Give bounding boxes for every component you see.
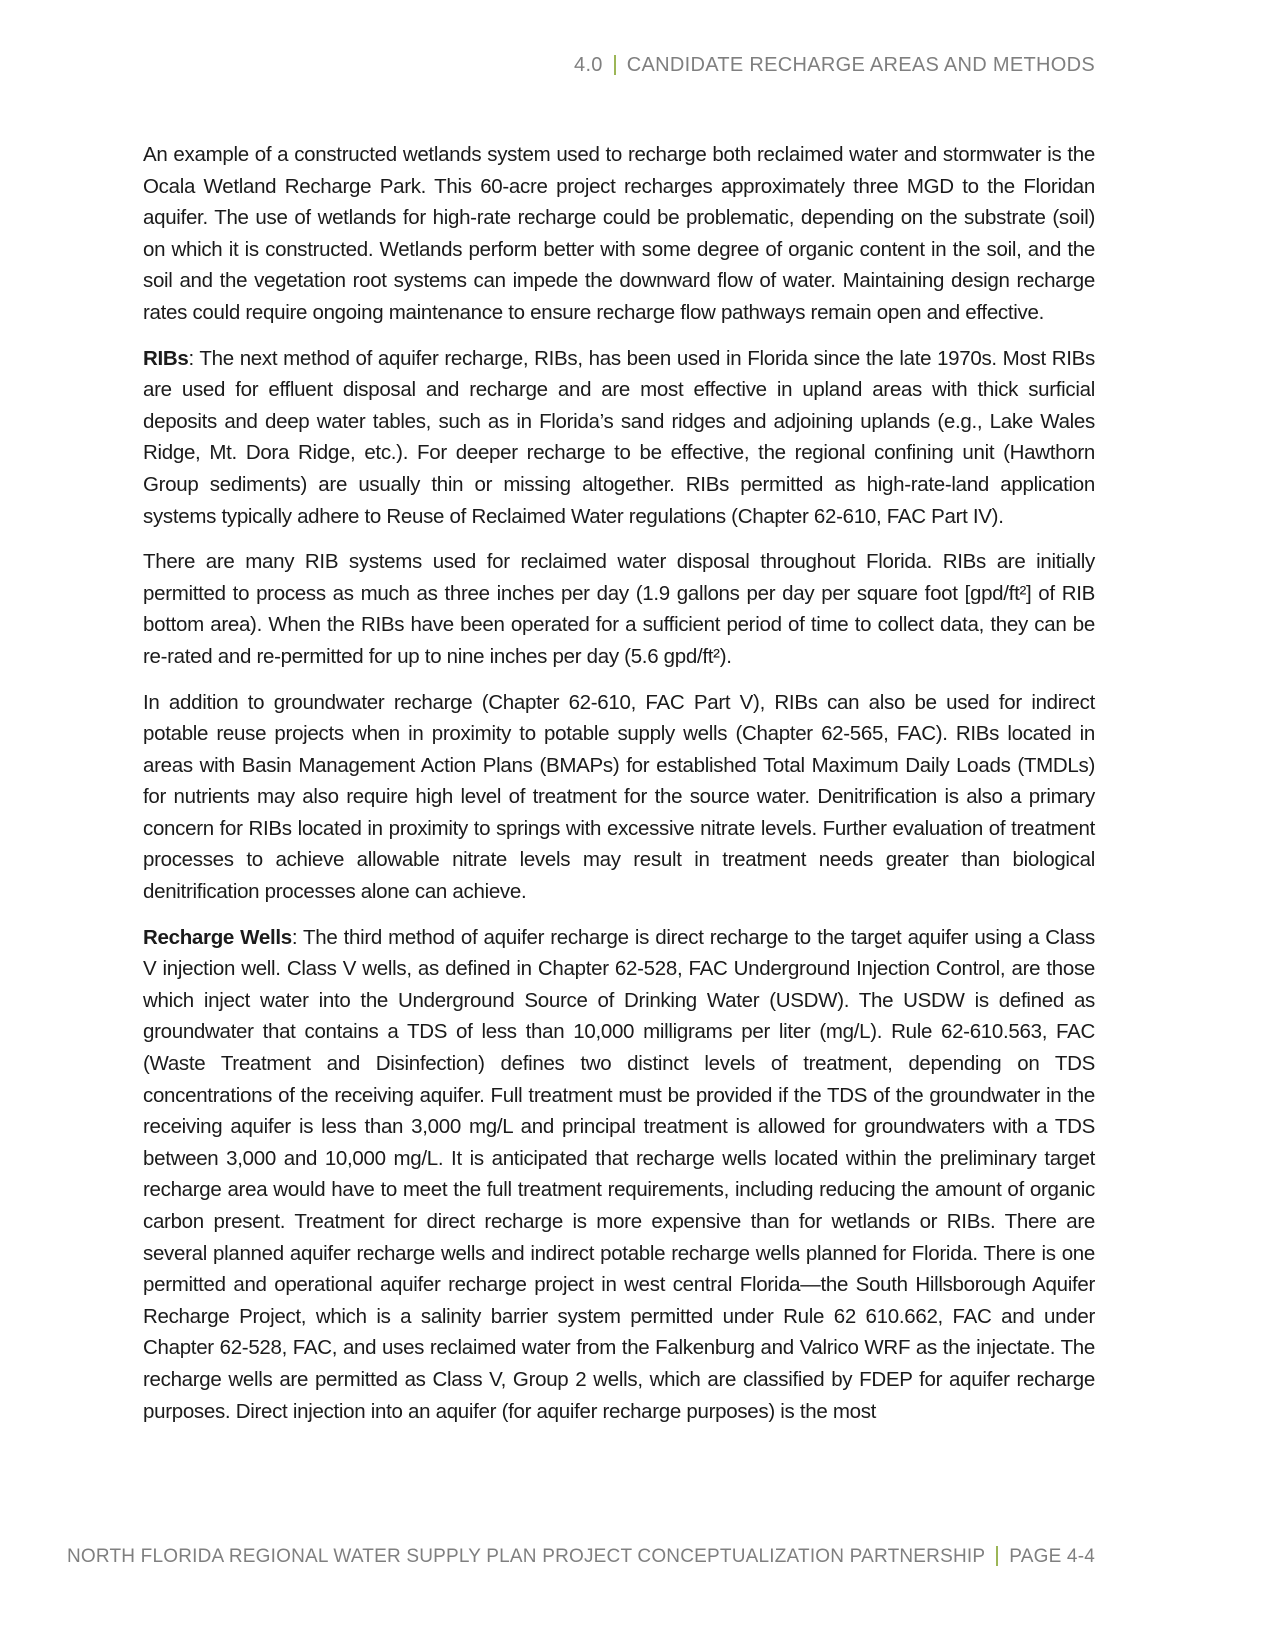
page-header: [574, 54, 1095, 77]
header-separator-bar: [614, 55, 616, 75]
paragraph-text: There are many RIB systems used for reclaimed water disposal throughout Florida. RIBs are initially permitted to process as much as three inches per day (1.9 gallons per day per square foot [gpd/ft²] of RIB bottom area). When the RIBs have been operated for a sufficient period of time to collect data, they can be re-rated and re-permitted for up to nine inches per day (5.6 gpd/ft²).: [143, 550, 1095, 668]
paragraph-text: An example of a constructed wetlands system used to recharge both reclaimed water and stormwater is the Ocala Wetland Recharge Park. This 60-acre project recharges approximately three MGD to the Floridan aquifer. The use of wetlands for high-rate recharge could be problematic, depending on the substrate (soil) on which it is constructed. Wetlands perform better with some degree of organic content in the soil, and the soil and the vegetation root systems can impede the downward flow of water. Maintaining design recharge rates could require ongoing maintenance to ensure recharge flow pathways remain open and effective.: [143, 143, 1095, 324]
footer-text: NORTH FLORIDA REGIONAL WATER SUPPLY PLAN PROJECT CONCEPTUALIZATION PARTNERSHIP: [66, 1546, 986, 1567]
paragraph-text: : The next method of aquifer recharge, RIBs, has been used in Florida since the late 1970s. Most RIBs are used for effluent disposal and recharge and are most effective in upland areas with thick surficial deposits and deep water tables, such as in Florida’s sand ridges and adjoining uplands (e.g., Lake Wales Ridge, Mt. Dora Ridge, etc.). For deeper recharge to be effective, the regional confining unit (Hawthorn Group sediments) are usually thin or missing altogether. RIBs permitted as high-rate-land application systems typically adhere to Reuse of Reclaimed Water regulations (Chapter 62-610, FAC Part IV).: [143, 346, 1095, 528]
paragraph-text: : The third method of aquifer recharge is direct recharge to the target aquifer using a Class V injection well. Class V wells, as defined in Chapter 62-528, FAC Underground Injection Control, are those which inject water into the Underground Source of Drinking Water (USDW). The USDW is defined as groundwater that contains a TDS of less than 10,000 milligrams per liter (mg/L). Rule 62-610.563, FAC (Waste Treatment and Disinfection) defines two distinct levels of treatment, depending on TDS concentrations of the receiving aquifer. Full treatment must be provided if the TDS of the groundwater in the receiving aquifer is less than 3,000 mg/L and principal treatment is allowed for groundwaters with a TDS between 3,000 and 10,000 mg/L. It is anticipated that recharge wells located within the preliminary target recharge area would have to meet the full treatment requirements, including reducing the amount of organic carbon present. Treatment for direct recharge is more expensive than for wetlands or RIBs. There are several planned aquifer recharge wells and indirect potable recharge wells planned for Florida. There is one permitted and operational aquifer recharge project in west central Florida—the South Hillsborough Aquifer Recharge Project, which is a salinity barrier system permitted under Rule 62 610.662, FAC and under Chapter 62-528, FAC, and uses reclaimed water from the Falkenburg and Valrico WRF as the injectate. The recharge wells are permitted as Class V, Group 2 wells, which are classified by FDEP for aquifer recharge purposes. Direct injection into an aquifer (for aquifer recharge purposes) is the most: [143, 925, 1095, 1423]
paragraph-text: In addition to groundwater recharge (Chapter 62-610, FAC Part V), RIBs can also be used for indirect potable reuse projects when in proximity to potable supply wells (Chapter 62-565, FAC). RIBs located in areas with Basin Management Action Plans (BMAPs) for established Total Maximum Daily Loads (TMDLs) for nutrients may also require high level of treatment for the source water. Denitrification is also a primary concern for RIBs located in proximity to springs with excessive nitrate levels. Further evaluation of treatment processes to achieve allowable nitrate levels may result in treatment needs greater than biological denitrification processes alone can achieve.: [143, 690, 1095, 904]
header-title: CANDIDATE RECHARGE AREAS AND METHODS: [626, 54, 1095, 76]
page-body-container: [66, 0, 1095, 1650]
footer-page-number: PAGE 4-4: [1009, 1546, 1095, 1567]
paragraph-recharge-wells: [143, 922, 1095, 1428]
paragraph-ribs: [143, 343, 1095, 533]
document-content: [143, 139, 1095, 1441]
paragraph-lead: RIBs: [143, 346, 189, 370]
header-section-number: 4.0: [574, 54, 603, 76]
footer-separator-bar: [996, 1546, 998, 1566]
paragraph-groundwater-recharge: [143, 687, 1095, 908]
paragraph-lead: Recharge Wells: [143, 925, 292, 949]
paragraph-rib-systems: [143, 546, 1095, 672]
page-footer: [67, 1546, 1095, 1568]
paragraph-wetlands-example: [143, 139, 1095, 329]
